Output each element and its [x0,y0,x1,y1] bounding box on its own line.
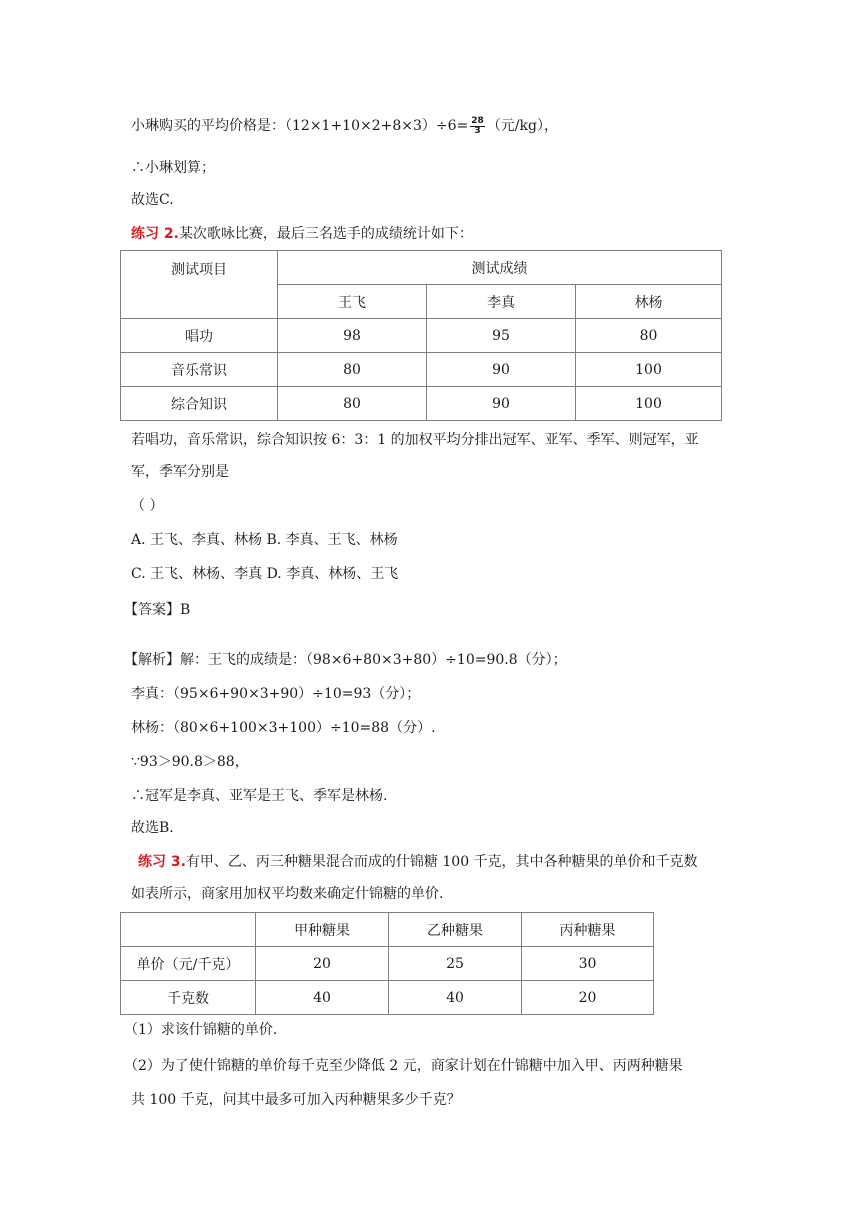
answer-parentheses: （ ） [131,498,164,514]
average-price-unit: （元/kg）， [486,118,558,134]
row-label: 千克数 [121,981,256,1015]
table-row [121,387,722,421]
cell: 20 [256,947,389,981]
fraction-numerator: 28 [471,115,484,126]
table-row [121,353,722,387]
header-candy-c: 丙种糖果 [522,913,654,947]
average-price-text: 小琳购买的平均价格是：（12×1+10×2+8×3）÷6= [131,118,469,134]
header-test-item: 测试项目 [121,251,278,319]
exercise-3-tag: 练习 3. [138,854,186,870]
cell: 80 [278,353,427,387]
header-candy-a: 甲种糖果 [256,913,389,947]
analysis-line-1: 【解析】解：王飞的成绩是：（98×6+80×3+80）÷10=90.8（分）； [124,652,567,668]
cell: 100 [576,387,722,421]
table-row [121,319,722,353]
choice-line: 故选C. [131,192,174,208]
cell: 100 [576,353,722,387]
header-test-score: 测试成绩 [278,251,722,285]
cell: 30 [522,947,654,981]
cell: 90 [427,387,576,421]
cell: 40 [389,981,522,1015]
analysis-line-3: 林杨：（80×6+100×3+100）÷10=88（分）. [131,720,436,736]
exercise-2-tag: 练习 2. [131,226,179,242]
cell: 80 [576,319,722,353]
table-row [121,947,654,981]
name-linyang: 林杨 [576,285,722,319]
question-2-line-1: 若唱功，音乐常识，综合知识按 6：3：1 的加权平均分排出冠军、亚军、季军、则冠军，亚 [131,432,699,448]
fraction-denominator: 3 [474,125,481,136]
answer-line: 【答案】B [124,602,191,618]
table-row [121,981,654,1015]
name-lizhen: 李真 [427,285,576,319]
options-c-d: C. 王飞、林杨、李真 D. 李真、林杨、王飞 [131,566,399,582]
table-header-row [121,913,654,947]
exercise-3-heading [138,852,698,872]
cell: 40 [256,981,389,1015]
row-label: 音乐常识 [121,353,278,387]
part-2-question-line-2: 共 100 千克，问其中最多可加入丙种糖果多少千克？ [131,1092,461,1108]
header-candy-b: 乙种糖果 [389,913,522,947]
exercise-2-text: 某次歌咏比赛，最后三名选手的成绩统计如下： [178,226,473,242]
exercise-2-heading [131,224,473,244]
row-label: 唱功 [121,319,278,353]
name-wangfei: 王飞 [278,285,427,319]
cell: 90 [427,353,576,387]
options-a-b: A. 王飞、李真、林杨 B. 李真、王飞、林杨 [131,532,398,548]
question-2-line-2: 军，季军分别是 [131,464,229,480]
row-label: 综合知识 [121,387,278,421]
cell: 98 [278,319,427,353]
candy-table [120,912,654,1015]
solution-average-price-line [131,116,558,136]
header-empty [121,913,256,947]
score-table [120,250,722,421]
cell: 25 [389,947,522,981]
cell: 80 [278,387,427,421]
part-2-question-line-1: （2）为了使什锦糖的单价每千克至少降低 2 元，商家计划在什锦糖中加入甲、丙两种糖果 [124,1058,683,1074]
fraction [470,117,485,136]
analysis-line-2: 李真：（95×6+90×3+90）÷10=93（分）； [131,686,421,702]
exercise-3-text: 有甲、乙、丙三种糖果混合而成的什锦糖 100 千克，其中各种糖果的单价和千克数 [185,854,698,870]
cell: 95 [427,319,576,353]
analysis-line-4: ∵93＞90.8＞88， [131,754,249,770]
analysis-line-5: ∴冠军是李真、亚军是王飞、季军是林杨. [131,788,388,804]
analysis-line-6: 故选B. [131,820,174,836]
exercise-3-text-2: 如表所示，商家用加权平均数来确定什锦糖的单价. [131,886,444,902]
row-label: 单价（元/千克） [121,947,256,981]
cell: 20 [522,981,654,1015]
part-1-question: （1）求该什锦糖的单价. [124,1022,278,1038]
conclusion-line: ∴小琳划算； [131,160,215,176]
